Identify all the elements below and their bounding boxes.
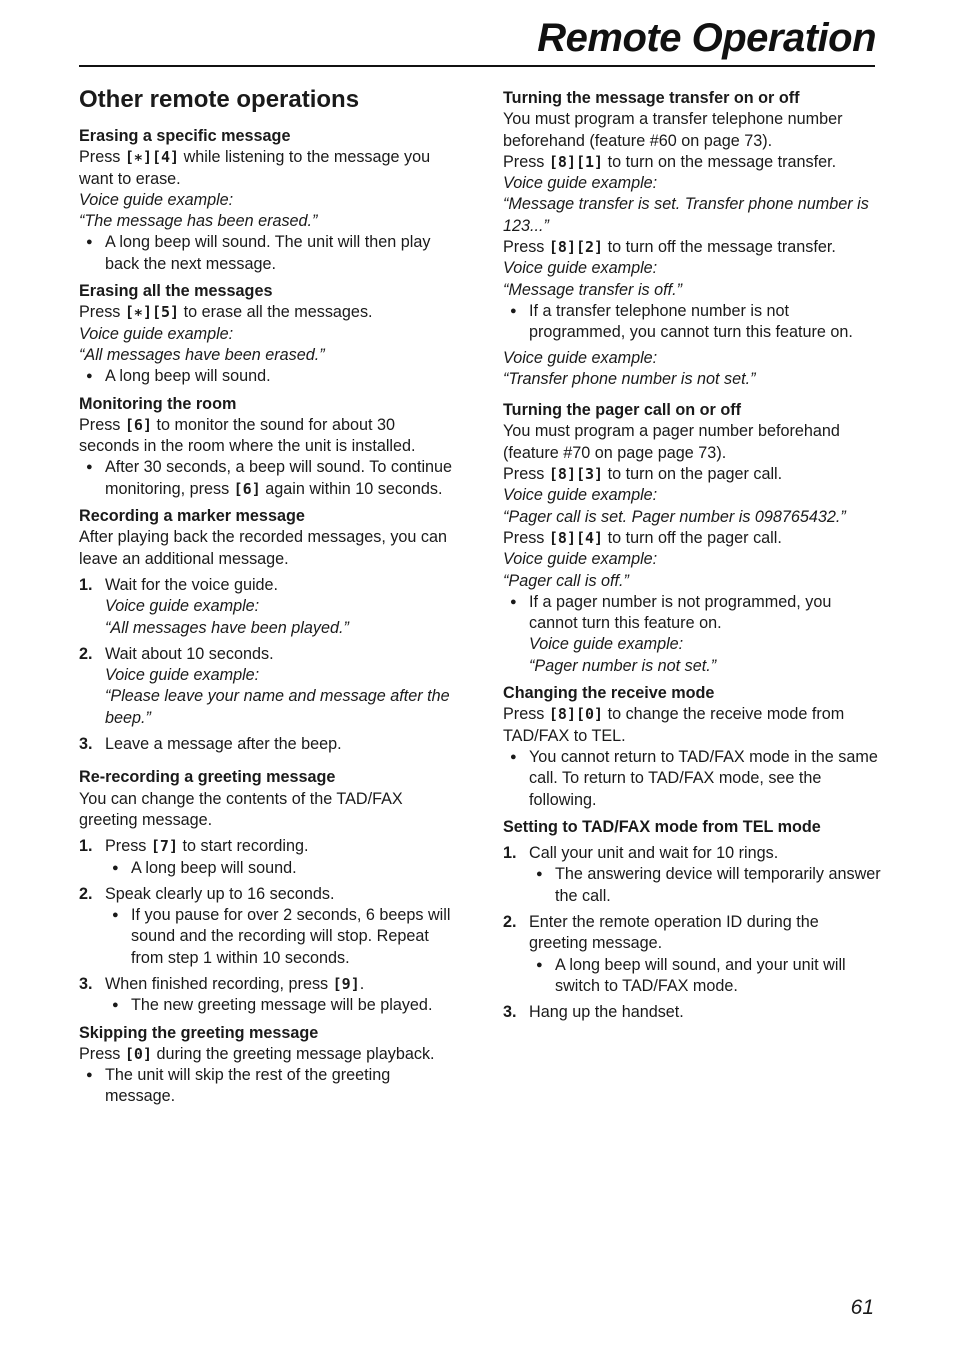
voice-guide-text: “Transfer phone number is not set.” — [503, 369, 756, 388]
monitor-block — [79, 394, 457, 500]
erase-specific-instruction: Press [∗][4] while listening to the message you want to erase. — [79, 148, 431, 188]
transfer-off-instruction: Press [8][2] to turn off the message transfer. — [503, 238, 836, 257]
page-header-title: Remote Operation — [537, 16, 876, 60]
voice-guide-label: Voice guide example: — [105, 666, 260, 685]
receive-heading: Changing the receive mode — [503, 684, 715, 703]
step-item: 1. Press [7] to start recording. ● A long beep will sound. — [79, 836, 457, 879]
erase-specific-block — [79, 126, 457, 275]
pager-block — [503, 400, 881, 677]
voice-guide-text: “Message transfer is off.” — [503, 280, 683, 299]
receive-instruction: Press [8][0] to change the receive mode from TAD/FAX to TEL. — [503, 705, 845, 745]
bullet-item: ● The unit will skip the rest of the greeting message. — [79, 1065, 457, 1108]
step-item: 2. Speak clearly up to 16 seconds. ● If you pause for over 2 seconds, 6 beeps will sound and the recording will stop. Repeat from step 1 within 10 seconds. — [79, 884, 457, 969]
voice-guide-label: Voice guide example: — [503, 486, 658, 505]
step-item: 3. Hang up the handset. — [503, 1003, 684, 1022]
voice-guide-text: “Pager call is set. Pager number is 098765432.” — [503, 507, 846, 526]
key-star-5: [∗][5] — [124, 303, 180, 322]
step-item: 2. Enter the remote operation ID during the greeting message. ● A long beep will sound, and your unit will switch to TAD/FAX mode. — [503, 912, 881, 997]
tadfax-heading: Setting to TAD/FAX mode from TEL mode — [503, 817, 821, 836]
skip-instruction: Press [0] during the greeting message playback. — [79, 1044, 435, 1063]
voice-guide-label: Voice guide example: — [529, 635, 684, 654]
erase-all-block — [79, 281, 457, 387]
voice-guide-label: Voice guide example: — [503, 174, 658, 193]
erase-all-heading: Erasing all the messages — [79, 282, 273, 301]
skip-block — [79, 1023, 457, 1108]
bullet-item: ● A long beep will sound, and your unit will switch to TAD/FAX mode. — [529, 955, 881, 998]
voice-guide-text: “Please leave your name and message after the beep.” — [105, 687, 450, 727]
key-8-1: [8][1] — [548, 152, 604, 171]
right-column — [503, 88, 881, 1029]
page-number: 61 — [850, 1296, 874, 1319]
rerecord-heading: Re-recording a greeting message — [79, 768, 336, 787]
skip-heading: Skipping the greeting message — [79, 1023, 319, 1042]
bullet-item: ● The new greeting message will be played. — [105, 995, 457, 1016]
marker-heading: Recording a marker message — [79, 507, 305, 526]
bullet-item: ● A long beep will sound. — [105, 858, 457, 879]
step-item: 2. Wait about 10 seconds. Voice guide example: “Please leave your name and message after the beep.” — [79, 644, 457, 729]
key-8-3: [8][3] — [548, 465, 604, 484]
monitor-instruction: Press [6] to monitor the sound for about 30 seconds in the room where the unit is installed. — [79, 415, 416, 456]
key-9: [9] — [332, 974, 360, 993]
marker-block — [79, 506, 457, 755]
key-8-4: [8][4] — [548, 528, 604, 547]
bullet-item: ● If you pause for over 2 seconds, 6 beeps will sound and the recording will stop. Repeat from step 1 within 10 seconds. — [105, 905, 457, 969]
bullet-item: ● A long beep will sound. The unit will then play back the next message. — [79, 232, 457, 275]
voice-guide-text: “Pager call is off.” — [503, 571, 629, 590]
voice-guide-label: Voice guide example: — [503, 259, 658, 278]
transfer-intro: You must program a transfer telephone number beforehand (feature #60 on page 73). — [503, 110, 843, 150]
step-item: 3. Leave a message after the beep. — [79, 735, 342, 754]
voice-guide-label: Voice guide example: — [503, 550, 658, 569]
erase-specific-heading: Erasing a specific message — [79, 127, 291, 145]
bullet-item: ● The answering device will temporarily answer the call. — [529, 864, 881, 907]
key-8-0: [8][0] — [548, 705, 604, 724]
bullet-item: ● If a pager number is not programmed, you cannot turn this feature on. — [503, 592, 881, 635]
voice-guide-label: Voice guide example: — [105, 597, 260, 616]
pager-on-instruction: Press [8][3] to turn on the pager call. — [503, 465, 783, 484]
receive-block — [503, 683, 881, 811]
voice-guide-label: Voice guide example: — [79, 324, 234, 343]
monitor-heading: Monitoring the room — [79, 394, 237, 413]
tadfax-block — [503, 817, 881, 1024]
section-title: Other remote operations — [79, 86, 360, 113]
bullet-item: ● If a transfer telephone number is not programmed, you cannot turn this feature on. — [503, 301, 881, 344]
step-item: 1. Wait for the voice guide. Voice guide example: “All messages have been played.” — [79, 575, 457, 639]
voice-guide-text: “Message transfer is set. Transfer phone number is 123...” — [503, 195, 869, 235]
key-6: [6] — [124, 415, 152, 434]
pager-intro: You must program a pager number beforehand (feature #70 on page page 73). — [503, 422, 840, 462]
key-star-4: [∗][4] — [124, 148, 180, 167]
step-item: 1. Call your unit and wait for 10 rings. ● The answering device will temporarily answer the call. — [503, 843, 881, 907]
rerecord-intro: You can change the contents of the TAD/FAX greeting message. — [79, 789, 403, 829]
left-column — [79, 82, 457, 1114]
marker-intro: After playing back the recorded messages, you can leave an additional message. — [79, 528, 448, 568]
bullet-item: ● You cannot return to TAD/FAX mode in the same call. To return to TAD/FAX mode, see the following. — [503, 747, 881, 811]
bullet-item: ● A long beep will sound. — [79, 366, 457, 387]
voice-guide-label: Voice guide example: — [79, 190, 234, 209]
transfer-on-instruction: Press [8][1] to turn on the message transfer. — [503, 152, 837, 171]
key-7: [7] — [150, 837, 178, 856]
bullet-item: ● After 30 seconds, a beep will sound. To continue monitoring, press [6] again within 10 seconds. — [79, 457, 457, 500]
pager-heading: Turning the pager call on or off — [503, 401, 742, 420]
transfer-block — [503, 88, 881, 390]
rerecord-block — [79, 767, 457, 1016]
voice-guide-label: Voice guide example: — [503, 348, 658, 367]
step-item: 3. When finished recording, press [9]. ● The new greeting message will be played. — [79, 974, 457, 1017]
erase-all-instruction: Press [∗][5] to erase all the messages. — [79, 303, 373, 322]
key-0: [0] — [124, 1044, 152, 1063]
voice-guide-text: “All messages have been played.” — [105, 618, 349, 637]
pager-off-instruction: Press [8][4] to turn off the pager call. — [503, 528, 782, 547]
key-8-2: [8][2] — [548, 238, 604, 257]
voice-guide-text: “The message has been erased.” — [79, 212, 318, 231]
transfer-heading: Turning the message transfer on or off — [503, 89, 800, 107]
header-rule — [79, 65, 875, 67]
voice-guide-text: “Pager number is not set.” — [529, 656, 717, 675]
voice-guide-text: “All messages have been erased.” — [79, 345, 325, 364]
key-6: [6] — [233, 479, 261, 498]
